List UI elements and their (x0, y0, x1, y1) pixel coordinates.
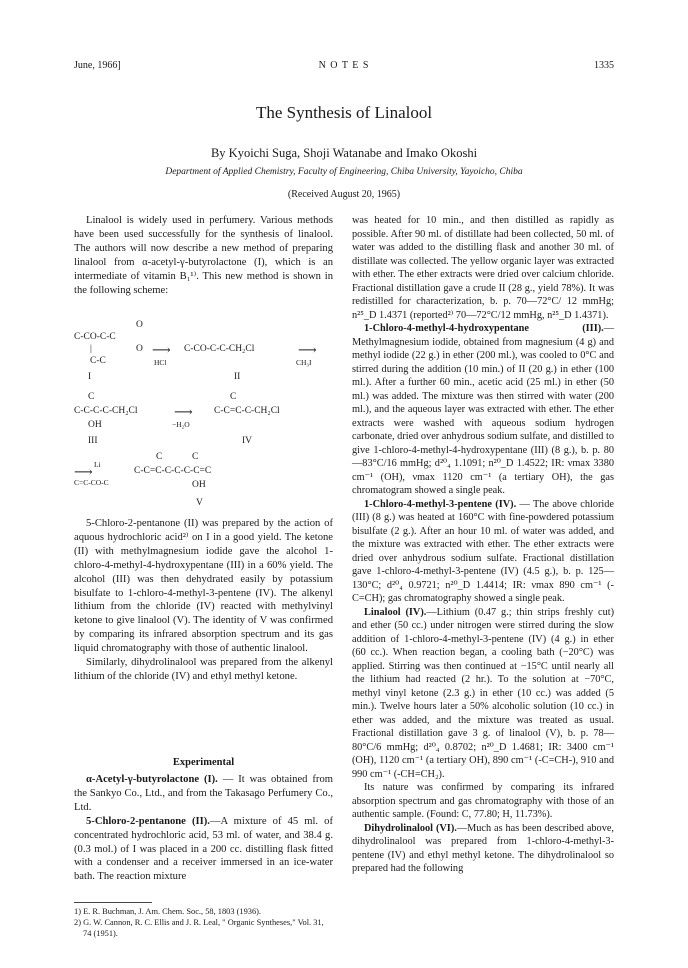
experimental-heading: Experimental (172, 757, 235, 768)
scheme-lactone-bond: | (90, 344, 92, 354)
scheme-label-II: II (234, 372, 241, 382)
scheme-label-III: III (88, 436, 98, 446)
exp-linalool-body: —Lithium (0.47 g.; thin strips freshly cut) and ether (50 cc.) under nitrogen were stirred during the slow addition of 1-chloro-4-methyl-3-pentene (IV) (4 g.) in ether (60 cc.). When reaction began, a cooling bath (−20°C) was applied. Stirring was then continued at −15°C until nearly all the lithium had reacted (2 hr.). To the solution at −70°C, methyl vinyl ketone (2.3 g.) in ether (10 cc.) was added (5 min.). Twelve hours later a 50% alcoholic solution (10 cc.) in ether was added, and the mixture was treated as usual. Fractional distillation gave 3 g. of linalool (V), b. p. 78—80°C/6 mmHg; d²⁰₄ 0.8702; n²⁰_D 1.4681; IR: 3400 cm⁻¹ (OH), 1120 cm⁻¹ (a tertiary OH), 890 cm⁻¹ (-C=CH-), 910 and 990 cm⁻¹ (-CH=CH₂). (352, 606, 615, 780)
scheme-V-oh: OH (192, 480, 206, 490)
scheme-arrow-3: ⟶ (174, 404, 193, 419)
scheme-reagent-mvk: C=C-CO-C (74, 478, 109, 487)
intro-text: Linalool is widely used in perfumery. Various methods have been used successfully for the synthesis of linalool. The authors will now describe a new method of preparing linalool from α-acetyl-γ-butyrolactone (I), which is an intermediate of vitamin B₁¹⁾. This new method is shown in the following scheme: (74, 215, 333, 296)
scheme-compound-V: C-C=C-C-C-C-C=C (134, 466, 212, 476)
exp-compound-IV-body: — The above chloride (III) (8 g.) was heated at 160°C with fine-powdered potassium bisulfate (2 g.). After an hour 10 ml. of water was added, and the mixture was extracted with ether. The ether extracts were dried over anhydrous sodium sulfate. Fractional distillation gave 1-chloro-4-methyl-3-pentene (IV) (4.5 g.), b. p. 125—130°C; d²⁰₄ 0.9721; n²⁰_D 1.4414; IR: νmax 890 cm⁻¹ (-C=CH); gas chromatography showed a single peak. (352, 498, 614, 604)
exp-compound-I-head: α-Acetyl-γ-butyrolactone (I). (86, 774, 218, 785)
scheme-arrow-2: ⟶ (298, 342, 317, 357)
reaction-scheme (74, 320, 333, 515)
received-date: (Received August 20, 1965) (287, 189, 401, 200)
exp-dihydrolinalool (352, 822, 614, 876)
exp-compound-IV-head: 1-Chloro-4-methyl-3-pentene (IV). (364, 498, 517, 510)
exp-compound-I-body: — It was obtained from the Sankyo Co., Ltd., and from the Takasago Perfumery Co., Ltd. (74, 774, 333, 813)
footnote-2: 2) G. W. Cannon, R. C. Ellis and J. R. Leal, " Organic Syntheses," Vol. 31, 74 (1951). (74, 917, 324, 938)
scheme-arrow-1: ⟶ (152, 342, 171, 357)
paper-title: The Synthesis of Linalool (255, 103, 433, 122)
exp-compound-I (74, 773, 333, 815)
affiliation: Department of Applied Chemistry, Faculty of Engineering, Chiba University, Yayoicho, Chiba (165, 167, 523, 177)
scheme-V-methyl-1: C (156, 452, 163, 462)
scheme-lactone-top: C-CO-C-C (74, 332, 116, 342)
discussion-section (74, 517, 333, 684)
scheme-compound-III: C-C-C-C-CH₂Cl (74, 406, 138, 416)
exp-dihydrolinalool-body: —Much as has been described above, dihydrolinalool was prepared from 1-chloro-4-methyl-3-pentene (IV) and ethyl methyl ketone. The dihydrolinalool so prepared had the following (352, 822, 614, 874)
page-number: 1335 (594, 60, 614, 71)
scheme-reagent-h2o: −H₂O (172, 420, 190, 429)
authors: By Kyoichi Suga, Shoji Watanabe and Imako Okoshi (210, 146, 478, 160)
running-header-left: June, 1966] (74, 60, 121, 71)
exp-compound-II-body: —A mixture of 45 ml. of concentrated hydrochloric acid, 53 ml. of water, and 38.4 g. (0.3 mol.) of I was placed in a 200 cc. distilling flask fitted with a condenser and a receiver immersed in an ice-water bath. The reaction mixture (74, 815, 333, 883)
scheme-IV-methyl: C (230, 392, 237, 402)
scheme-III-methyl: C (88, 392, 95, 402)
scheme-arrow-4: ⟶ (74, 464, 93, 479)
scheme-label-IV: IV (242, 436, 253, 446)
scheme-reagent-li: Li (94, 460, 101, 469)
experimental-right (352, 214, 614, 876)
scheme-compound-IV: C-C=C-C-CH₂Cl (214, 406, 280, 416)
scheme-label-I: I (88, 372, 92, 382)
footnote-rule (74, 902, 152, 903)
exp-compound-III-body: —Methylmagnesium iodide, obtained from magnesium (4 g) and methyl iodide (22 g.) in ether (200 ml.), was cooled to 0°C and stirred during the addition (10 min.) of II (20 g.) in ether (100 ml.). After a further 60 min., acetic acid (25 ml.) in ether (50 ml.) was added. The mixture was then stirred with water (200 ml.), and the aqueous layer was extracted with ether. The ether extracts were washed with aqueous sodium hydrogen carbonate, dried over anhydrous sodium sulfate, and distilled to give 1-chloro-4-methyl-4-hydroxypentane (III) (8 g.), b. p. 80—83°C/16 mmHg; d²⁰₄ 1.1091; n²⁰_D 1.4522; IR: νmax 3380 cm⁻¹ (OH), νmax 1120 cm⁻¹ (a tertiary OH), the gas chromatogram showed a single peak. (352, 323, 614, 496)
exp-compound-IV (352, 498, 614, 606)
scheme-III-oh: OH (88, 420, 102, 430)
scheme-reagent-ch3i: CH₃I (296, 358, 312, 367)
exp-linalool (352, 606, 614, 782)
discussion-paragraph: 5-Chloro-2-pentanone (II) was prepared by the action of aquous hydrochloric acid²⁾ on I in a good yield. The ketone (II) with methylmagnesium iodide gave the alcohol 1-chloro-4-methyl-4-hydroxypentane (III) in a 60% yield. The alcohol (III) was then dehydrated easily by potassium bisulfate to 1-chloro-4-methyl-3-pentene (IV). The alkenyl lithium from the chloride (IV) reacted with methylvinyl ketone to give linalool (V). The identity of V was confirmed by comparing its infrared absorption spectrum and its gas liquid chromatography with those of authentic linalool. (74, 518, 333, 655)
running-header-center: N O T E S (318, 60, 370, 71)
scheme-reagent-hcl: HCl (154, 358, 167, 367)
dihydrolinalool-paragraph: Similarly, dihydrolinalool was prepared from the alkenyl lithium of the chloride (IV) and ethyl methyl ketone. (74, 657, 333, 682)
footnotes (74, 907, 333, 939)
scheme-oxygen-top: O (136, 320, 143, 330)
exp-compound-II (74, 815, 333, 885)
linalool-confirmation: Its nature was confirmed by comparing its infrared absorption spectrum and gas chromatography with those of an authentic sample. (Found: C, 77.80; H, 11.73%). (352, 782, 614, 820)
scheme-label-V: V (196, 498, 203, 508)
exp-compound-II-head: 5-Chloro-2-pentanone (II). (86, 815, 210, 827)
intro-paragraph (74, 214, 333, 297)
exp-compound-III (352, 322, 614, 498)
footnote-1: 1) E. R. Buchman, J. Am. Chem. Soc., 58, 1803 (1936). (74, 907, 262, 916)
scheme-lactone-ring-o: O (136, 344, 143, 354)
exp-compound-II-continued: was heated for 10 min., and then distilled as rapidly as possible. After 90 ml. of distillate had been collected, 50 ml. of water was added to the distilling flask and another 30 ml. of distillate was collected. The yellow organic layer was extracted with ether. The ether extracts were dried over calcium chloride. Fractional distillation gave a crude II (28 g., yield 78%). It was redistilled for characterization, b. p. 70—72°C/ 12 mmHg; n²⁵_D 1.4371 (reported²⁾ 70—72°C/12 mmHg, n²⁵_D 1.4371). (352, 215, 614, 321)
scheme-lactone-bottom: C-C (90, 356, 106, 366)
scheme-V-methyl-2: C (192, 452, 199, 462)
experimental-left (74, 773, 333, 884)
scheme-compound-II: C-CO-C-C-CH₂Cl (184, 344, 255, 354)
exp-compound-III-head: 1-Chloro-4-methyl-4-hydroxypentane (III). (364, 323, 604, 334)
exp-dihydrolinalool-head: Dihydrolinalool (VI). (364, 822, 457, 834)
exp-linalool-head: Linalool (IV). (364, 606, 427, 618)
